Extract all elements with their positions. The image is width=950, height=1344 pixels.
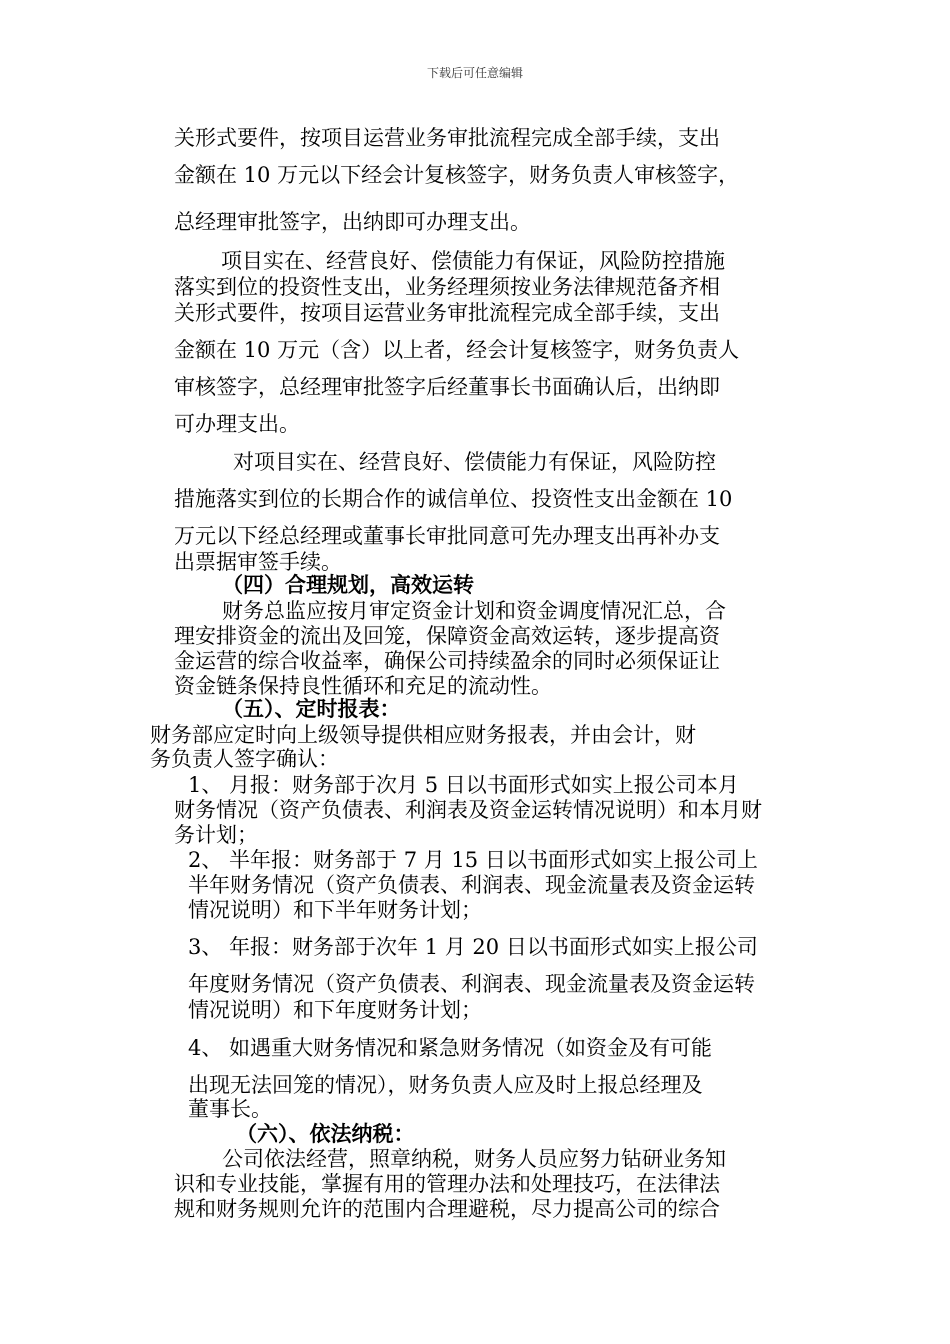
text-line: 资金链条保持良性循环和充足的流动性。: [174, 674, 552, 698]
text-line: 金运营的综合收益率，确保公司持续盈余的同时必须保证让: [174, 649, 720, 673]
text-line: 年度财务情况（资产负债表、利润表、现金流量表及资金运转: [188, 972, 755, 996]
text-line: 情况说明）和下半年财务计划；: [188, 898, 482, 922]
text-line: 落实到位的投资性支出，业务经理须按业务法律规范备齐相: [174, 275, 720, 299]
list-item: 1、 月报：财务部于次月 5 日以书面形式如实上报公司本月: [188, 773, 739, 797]
section-heading: （六）、依法纳税：: [236, 1121, 415, 1146]
text-line: 公司依法经营，照章纳税，财务人员应努力钻研业务知: [222, 1147, 726, 1171]
text-line: 关形式要件，按项目运营业务审批流程完成全部手续，支出: [174, 126, 720, 150]
text-line: 识和专业技能，掌握有用的管理办法和处理技巧，在法律法: [174, 1172, 720, 1196]
text-line: 可办理支出。: [174, 412, 300, 436]
text-line: 金额在 10 万元（含）以上者，经会计复核签字，财务负责人: [174, 338, 740, 362]
text-line: 财务情况（资产负债表、利润表及资金运转情况说明）和本月财: [174, 798, 762, 822]
text-line: 务负责人签字确认：: [150, 747, 339, 771]
section-heading: （四）合理规划，高效运转: [222, 572, 474, 597]
text-line: 规和财务规则允许的范围内合理避税，尽力提高公司的综合: [174, 1197, 720, 1221]
text-line: 万元以下经总经理或董事长审批同意可先办理支出再补办支: [174, 524, 720, 548]
section-heading: （五）、定时报表：: [222, 696, 401, 721]
list-item: 2、 半年报：财务部于 7 月 15 日以书面形式如实上报公司上: [188, 848, 758, 872]
list-item: 3、 年报：财务部于次年 1 月 20 日以书面形式如实上报公司: [188, 935, 758, 959]
text-line: 项目实在、经营良好、偿债能力有保证，风险防控措施: [221, 249, 725, 273]
list-item: 4、 如遇重大财务情况和紧急财务情况（如资金及有可能: [188, 1036, 713, 1060]
text-line: 出现无法回笼的情况），财务负责人应及时上报总经理及: [188, 1073, 703, 1097]
text-line: 务计划；: [174, 823, 258, 847]
text-line: 对项目实在、经营良好、偿债能力有保证，风险防控: [233, 450, 716, 474]
text-line: 理安排资金的流出及回笼，保障资金高效运转，逐步提高资: [174, 624, 720, 648]
text-line: 措施落实到位的长期合作的诚信单位、投资性支出金额在 10: [174, 487, 733, 511]
text-line: 总经理审批签字，出纳即可办理支出。: [174, 210, 531, 234]
text-line: 情况说明）和下年度财务计划；: [188, 998, 482, 1022]
text-line: 关形式要件，按项目运营业务审批流程完成全部手续，支出: [174, 301, 720, 325]
text-line: 出票据审签手续。: [174, 550, 342, 574]
text-line: 财务总监应按月审定资金计划和资金调度情况汇总，合: [222, 599, 726, 623]
text-line: 董事长。: [188, 1097, 272, 1121]
page-header: 下载后可任意编辑: [426, 66, 523, 80]
text-line: 金额在 10 万元以下经会计复核签字，财务负责人审核签字，: [174, 163, 740, 187]
text-line: 审核签字，总经理审批签字后经董事长书面确认后，出纳即: [174, 375, 720, 399]
text-line: 半年财务情况（资产负债表、利润表、现金流量表及资金运转: [188, 873, 755, 897]
text-line: 财务部应定时向上级领导提供相应财务报表，并由会计，财: [150, 723, 696, 747]
